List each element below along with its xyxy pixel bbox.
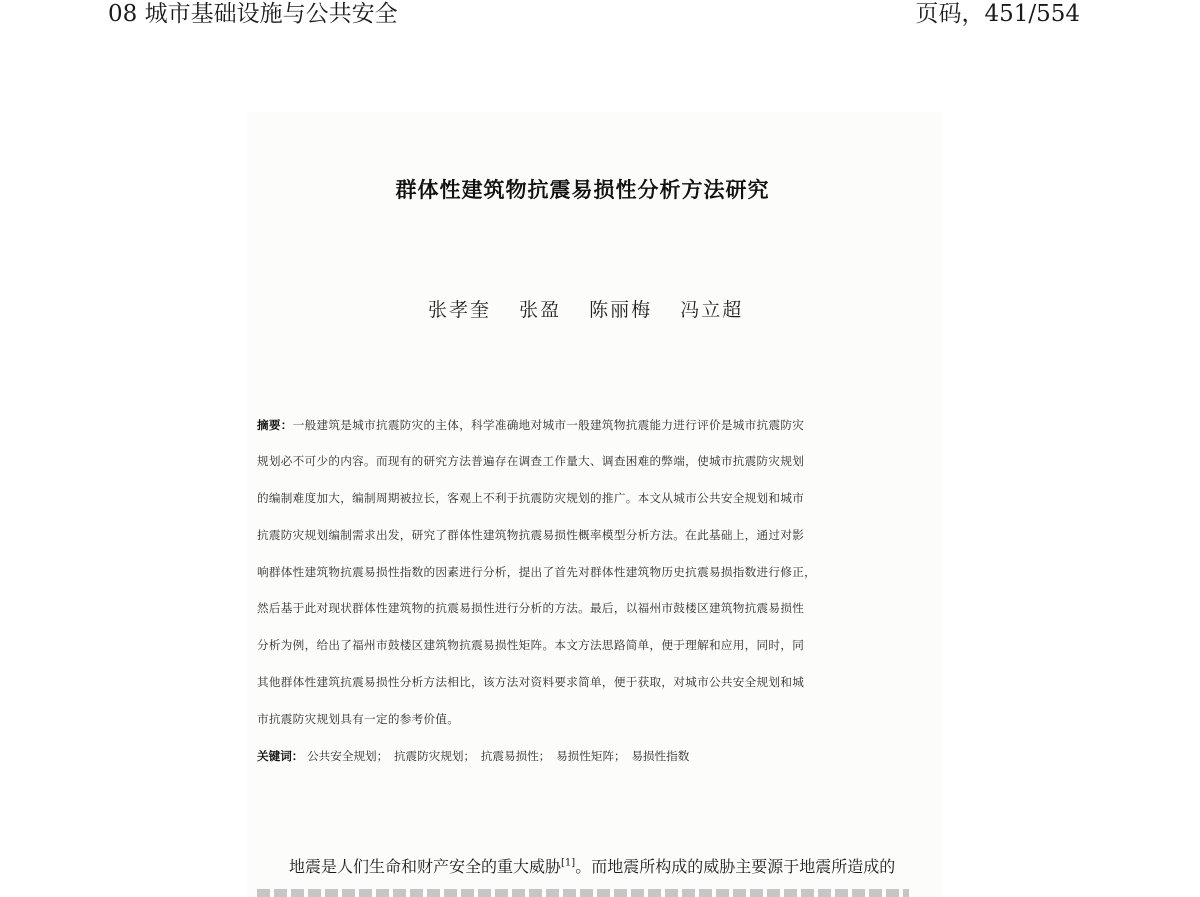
author-name: 张孝奎 [428,299,492,321]
body-paragraph [257,855,909,879]
abstract-line: 抗震防灾规划编制需求出发，研究了群体性建筑物抗震易损性概率模型分析方法。在此基础上，通过对影 [257,528,805,542]
abstract-text: 一般建筑是城市抗震防灾的主体，科学准确地对城市一般建筑物抗震能力进行评价是城市抗震防灾 [292,418,805,432]
keyword: 抗震易损性； [480,749,551,763]
keyword: 易损性矩阵； [556,749,626,763]
keywords [257,748,691,764]
citation-marker[interactable]: [1] [561,857,576,869]
abstract-line: 分析为例，给出了福州市鼓楼区建筑物抗震易损性矩阵。本文方法思路简单，便于理解和应用，同时，同 [257,638,805,652]
keyword: 抗震防灾规划； [393,749,476,763]
keywords-label: 关键词： [257,749,304,763]
author-list [428,295,743,322]
author-name: 张盈 [519,299,562,321]
section-title: 08 城市基础设施与公共安全 [108,1,398,27]
abstract-line [257,417,909,433]
abstract-label: 摘要： [257,418,293,432]
author-name: 陈丽梅 [589,299,653,321]
paper-title: 群体性建筑物抗震易损性分析方法研究 [395,178,770,202]
abstract-line: 市抗震防灾规划具有一定的参考价值。 [257,712,460,726]
abstract-line: 响群体性建筑物抗震易损性指数的因素进行分析，提出了首先对群体性建筑物历史抗震易损指数进行修正， [257,565,817,579]
running-header [108,0,1080,30]
abstract-line: 然后基于此对现状群体性建筑物的抗震易损性进行分析的方法。最后，以福州市鼓楼区建筑物抗震易损性 [257,601,805,615]
page-number: 页码，451/554 [915,1,1080,27]
author-name: 冯立超 [680,299,744,321]
abstract-line: 的编制难度加大，编制周期被拉长，客观上不利于抗震防灾规划的推广。本文从城市公共安全规划和城市 [257,491,805,505]
keyword: 易损性指数 [631,749,690,763]
body-text: 地震是人们生命和财产安全的重大威胁 [289,857,562,876]
abstract-line: 规划必不可少的内容。而现有的研究方法普遍存在调查工作量大、调查困难的弊端，使城市抗震防灾规划 [257,454,805,468]
truncated-text-line [257,889,909,897]
body-text-tail: 。而地震所构成的威胁主要源于地震所造成的 [575,857,896,876]
abstract-line: 其他群体性建筑抗震易损性分析方法相比，该方法对资料要求简单，便于获取，对城市公共安全规划和城 [257,675,805,689]
keyword: 公共安全规划； [307,749,389,763]
